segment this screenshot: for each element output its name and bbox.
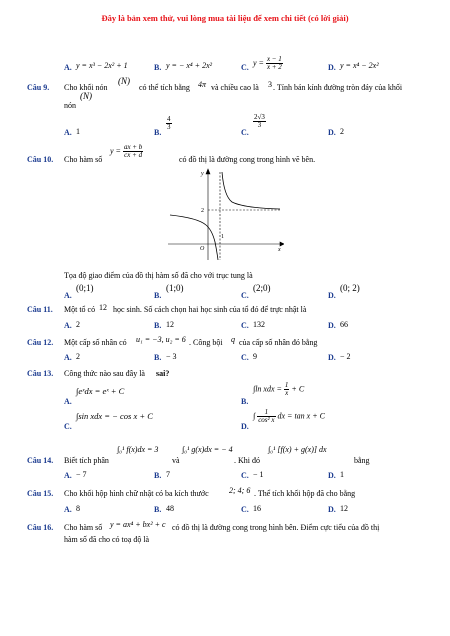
question-text: Công thức nào sau đây là xyxy=(64,369,145,378)
option-a-value: 2 xyxy=(76,320,80,329)
function-denominator: cx + d xyxy=(124,151,143,160)
question-number: Câu 16. xyxy=(27,523,54,532)
question-keyword: sai? xyxy=(156,369,170,378)
option-d-value: 2 xyxy=(340,127,344,136)
option-c-value: − 1 xyxy=(253,470,264,479)
option-d-value: y = x⁴ − 2x² xyxy=(340,61,379,70)
option-b-value xyxy=(253,382,304,398)
y-tick-label: 2 xyxy=(201,208,204,214)
option-d-prefix: ∫ xyxy=(253,411,256,421)
option-c-denominator: 3 xyxy=(257,121,262,130)
question-number: Câu 14. xyxy=(27,456,54,465)
integral-g: ∫₀¹ g(x)dx = − 4 xyxy=(182,445,233,454)
option-c-value: ∫sin xdx = − cos x + C xyxy=(76,411,153,421)
option-c-denominator: x + 2 xyxy=(266,63,282,72)
function-prefix: y = xyxy=(110,146,121,156)
ratio-symbol: q xyxy=(231,335,235,344)
question-text: hàm số đã cho có toạ độ là xyxy=(64,535,150,544)
option-b-value: 12 xyxy=(166,320,174,329)
y-axis-label: y xyxy=(201,171,204,177)
option-c-label: C. xyxy=(241,471,249,480)
option-c-label: C. xyxy=(241,63,249,72)
question-text: . Công bội xyxy=(189,338,223,347)
option-a-value: 1 xyxy=(76,127,80,136)
option-a-label: A. xyxy=(64,505,72,514)
option-c-label: C. xyxy=(241,128,249,137)
option-b-label: B. xyxy=(154,471,162,480)
option-b-label: B. xyxy=(154,505,162,514)
option-d-label: D. xyxy=(241,422,249,431)
cone-symbol: (N) xyxy=(118,76,130,86)
option-b-value: − 3 xyxy=(166,352,177,361)
option-a-value: (0;1) xyxy=(76,283,94,293)
option-c-prefix: y = xyxy=(253,58,264,68)
option-b-suffix: + C xyxy=(291,384,305,394)
option-a-value: ∫eˣdx = eˣ + C xyxy=(76,386,125,396)
option-d-value xyxy=(253,409,325,425)
box-dimensions: 2; 4; 6 xyxy=(229,486,251,495)
option-d-label: D. xyxy=(328,63,336,72)
option-a-value: 8 xyxy=(76,504,80,513)
question-text: . Tính bán kính đường tròn đáy của khối xyxy=(273,83,403,92)
option-d-label: D. xyxy=(328,128,336,137)
option-c-label: C. xyxy=(241,505,249,514)
option-d-value: 1 xyxy=(340,470,344,479)
option-b-value: 7 xyxy=(166,470,170,479)
option-c-value xyxy=(253,56,283,72)
curve-right-branch xyxy=(222,172,280,209)
option-b-label: B. xyxy=(241,397,249,406)
integral-f: ∫₀¹ f(x)dx = 3 xyxy=(117,445,159,454)
question-text: Cho hàm số xyxy=(64,523,103,532)
option-b-value xyxy=(166,116,172,132)
option-b-label: B. xyxy=(154,128,162,137)
question-text: Một cấp số nhân có xyxy=(64,338,127,347)
option-b-denominator: x xyxy=(285,389,289,398)
question-text: Cho hàm số xyxy=(64,155,103,164)
question-text: Cho khối nón xyxy=(64,83,108,92)
option-b-denominator: 3 xyxy=(167,123,171,132)
origin-label: O xyxy=(200,246,205,252)
question-text: . Thể tích khối hộp đã cho bằng xyxy=(254,489,356,498)
option-b-prefix: ∫ln xdx = xyxy=(253,384,282,394)
option-a-label: A. xyxy=(64,63,72,72)
question-text: Tọa độ giao điểm của đồ thị hàm số đã cho với trục tung là xyxy=(64,271,253,280)
question-text: Biết tích phân xyxy=(64,456,109,465)
option-a-value: − 7 xyxy=(76,470,87,479)
option-c-label: C. xyxy=(241,321,249,330)
option-d-label: D. xyxy=(328,353,336,362)
option-b-numerator: 1 xyxy=(284,381,289,389)
option-d-label: D. xyxy=(328,505,336,514)
question-number: Câu 9. xyxy=(27,83,50,92)
option-c-label: C. xyxy=(64,422,72,431)
option-c-value: 132 xyxy=(253,320,265,329)
question-text: của cấp số nhân đó bằng xyxy=(239,338,318,347)
question-text: có thể tích bằng xyxy=(139,83,190,92)
question-number: Câu 15. xyxy=(27,489,54,498)
question-number: Câu 12. xyxy=(27,338,54,347)
option-d-label: D. xyxy=(328,471,336,480)
question-text: có đồ thị là đường cong trong hình bên. Điểm cực tiểu của đồ thị xyxy=(172,523,380,532)
option-a-label: A. xyxy=(64,291,72,300)
option-c-label: C. xyxy=(241,291,249,300)
student-count: 12 xyxy=(99,303,107,312)
option-c-numerator: x − 1 xyxy=(266,55,282,63)
function-graph xyxy=(168,168,284,260)
option-b-numerator: 4 xyxy=(167,115,171,123)
x-tick-label: 1 xyxy=(221,234,224,240)
x-axis-label: x xyxy=(278,247,281,253)
question-number: Câu 10. xyxy=(27,155,54,164)
option-d-suffix: dx = tan x + C xyxy=(277,411,325,421)
option-b-label: B. xyxy=(154,63,162,72)
preview-banner: Đây là bản xem thử, vui lòng mua tài liệu để xem chi tiết (có lời giải) xyxy=(101,13,349,23)
option-b-label: B. xyxy=(154,291,162,300)
height-value: 3 xyxy=(268,80,272,89)
option-d-value: − 2 xyxy=(340,352,351,361)
question-text: học sinh. Số cách chọn hai học sinh của tổ đó để trực nhật là xyxy=(113,305,307,314)
x-axis-arrow xyxy=(280,242,284,246)
option-a-label: A. xyxy=(64,321,72,330)
sequence-condition: u₁ = −3, u₂ = 6 xyxy=(136,335,186,344)
cone-symbol: (N) xyxy=(80,91,92,101)
option-a-value: y = x³ − 2x² + 1 xyxy=(76,61,128,70)
question-text: và xyxy=(172,456,180,465)
option-a-label: A. xyxy=(64,397,72,406)
volume-value: 4π xyxy=(198,80,207,89)
y-axis-arrow xyxy=(206,169,210,174)
option-b-label: B. xyxy=(154,321,162,330)
option-d-numerator: 1 xyxy=(257,409,275,417)
question-text: nón xyxy=(64,101,76,110)
option-d-value: (0; 2) xyxy=(340,283,360,293)
question-text: Một tổ có xyxy=(64,305,96,314)
option-b-value: (1;0) xyxy=(166,283,184,293)
option-c-value: (2;0) xyxy=(253,283,271,293)
option-a-label: A. xyxy=(64,128,72,137)
option-b-value: y = − x⁴ + 2x² xyxy=(166,61,213,70)
option-d-value: 66 xyxy=(340,320,348,329)
function-formula xyxy=(110,144,143,160)
option-d-label: D. xyxy=(328,321,336,330)
question-text: Cho khối hộp hình chữ nhật có ba kích thước xyxy=(64,489,209,498)
option-a-value: 2 xyxy=(76,352,80,361)
question-number: Câu 13. xyxy=(27,369,54,378)
option-d-denominator: cos² x xyxy=(258,416,275,425)
option-c-label: C. xyxy=(241,353,249,362)
question-text: bằng xyxy=(354,456,370,465)
function-numerator: ax + b xyxy=(123,143,143,151)
function-formula: y = ax⁴ + bx² + c xyxy=(110,520,166,529)
option-a-label: A. xyxy=(64,353,72,362)
option-d-label: D. xyxy=(328,291,336,300)
option-a-label: A. xyxy=(64,471,72,480)
option-c-numerator: 2√3 xyxy=(254,113,265,121)
curve-left-branch xyxy=(170,215,218,260)
option-c-value: 9 xyxy=(253,352,257,361)
option-d-value: 12 xyxy=(340,504,348,513)
option-c-value: 16 xyxy=(253,504,261,513)
integral-sum: ∫₀¹ [f(x) + g(x)] dx xyxy=(268,445,327,454)
question-text: có đồ thị là đường cong trong hình vẽ bên. xyxy=(179,155,316,164)
question-text: và chiều cao là xyxy=(211,83,259,92)
option-b-label: B. xyxy=(154,353,162,362)
option-b-value: 48 xyxy=(166,504,174,513)
question-number: Câu 11. xyxy=(27,305,53,314)
option-c-value xyxy=(253,114,266,130)
question-text: . Khi đó xyxy=(234,456,260,465)
